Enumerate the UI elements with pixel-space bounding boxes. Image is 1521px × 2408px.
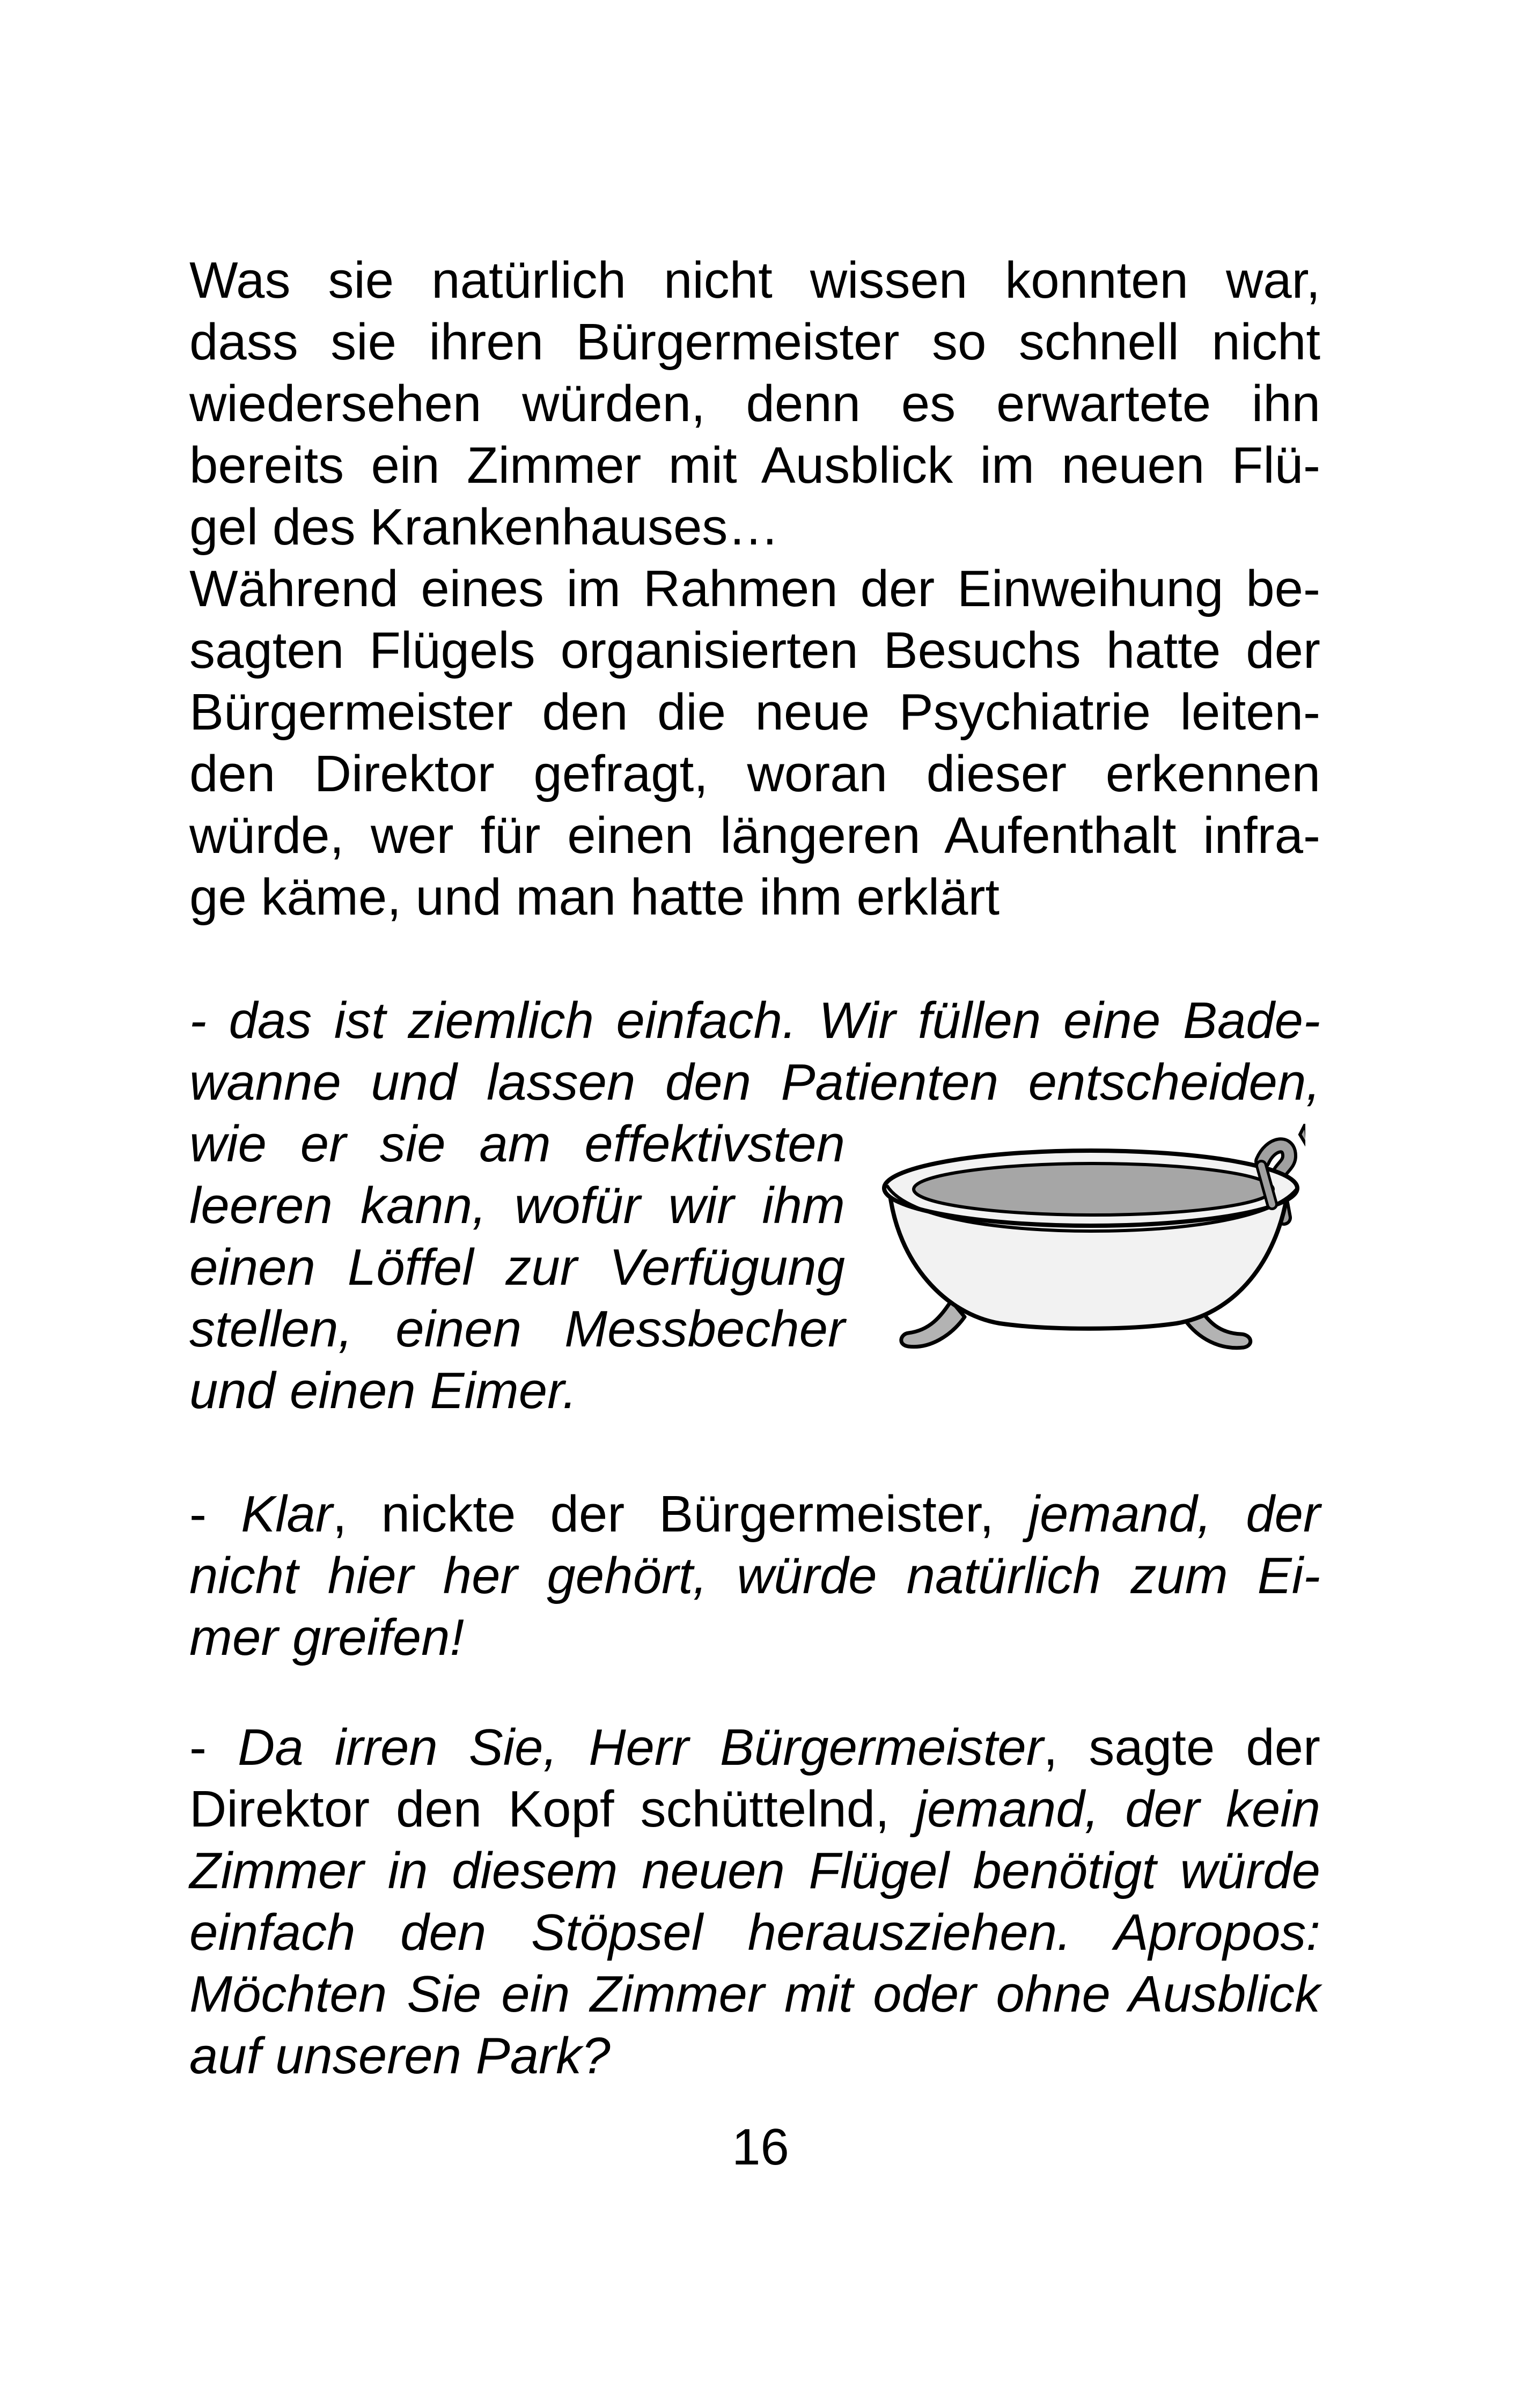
- paragraph-intro: [189, 249, 1320, 928]
- text-line: - das ist ziemlich einfach. Wir füllen eine Bade-: [189, 992, 1320, 1049]
- text-line: [189, 1717, 1320, 1778]
- narration: , nickte der Bürgermeister,: [332, 1485, 1028, 1543]
- text-line: Bürgermeister den die neue Psychiatrie leiten-: [189, 683, 1320, 741]
- text-line: auf unseren Park?: [189, 2027, 611, 2085]
- text-line: dass sie ihren Bürgermeister so schnell nicht: [189, 313, 1320, 371]
- text-line: den Direktor gefragt, woran dieser erkennen: [189, 745, 1320, 802]
- text-line: einen Löffel zur Verfügung: [189, 1239, 845, 1296]
- text-line: [189, 1483, 1320, 1545]
- text-line: und einen Eimer.: [189, 1362, 577, 1419]
- italic-speech: Klar: [241, 1485, 333, 1543]
- dialogue-dash: -: [189, 1719, 238, 1776]
- italic-speech: jemand, der kein: [915, 1780, 1321, 1838]
- text-line: würde, wer für einen längeren Aufenthalt infra-: [189, 807, 1320, 864]
- italic-speech: Da irren Sie, Herr Bürgermeister: [237, 1719, 1044, 1776]
- bathtub-with-spoon-icon: [876, 1124, 1305, 1376]
- text-line: Was sie natürlich nicht wissen konnten war,: [189, 252, 1320, 309]
- text-line: nicht hier her gehört, würde natürlich zum Ei-: [189, 1547, 1320, 1604]
- text-line: wie er sie am effektivsten: [189, 1115, 845, 1173]
- text-line: wiedersehen würden, denn es erwartete ihn: [189, 375, 1320, 432]
- paragraph-mayor-reply: [189, 1483, 1320, 1668]
- text-line: bereits ein Zimmer mit Ausblick im neuen Flü-: [189, 437, 1320, 494]
- text-line: Zimmer in diesem neuen Flügel benötigt würde: [189, 1842, 1320, 1899]
- text-line: Möchten Sie ein Zimmer mit oder ohne Ausblick: [189, 1965, 1320, 2023]
- text-line: stellen, einen Messbecher: [189, 1300, 845, 1358]
- italic-speech: jemand, der: [1028, 1485, 1321, 1543]
- narration: , sagte der: [1043, 1719, 1321, 1776]
- text-line: Während eines im Rahmen der Einweihung be-: [189, 560, 1320, 617]
- paragraph-director-punchline: [189, 1717, 1320, 2087]
- text-line: mer greifen!: [189, 1609, 465, 1666]
- text-line: [189, 1778, 1320, 1840]
- page-number: 16: [732, 2118, 789, 2176]
- text-line: leeren kann, wofür wir ihm: [189, 1177, 845, 1234]
- text-line: gel des Krankenhauses…: [189, 498, 780, 556]
- text-line: ge käme, und man hatte ihm erklärt: [189, 868, 1000, 926]
- text-line: wanne und lassen den Patienten entscheiden,: [189, 1054, 1320, 1111]
- text-line: einfach den Stöpsel herausziehen. Apropos:: [189, 1904, 1320, 1961]
- dialogue-dash: -: [189, 1485, 241, 1543]
- narration: Direktor den Kopf schüttelnd,: [189, 1780, 916, 1838]
- text-line: sagten Flügels organisierten Besuchs hatte der: [189, 622, 1320, 679]
